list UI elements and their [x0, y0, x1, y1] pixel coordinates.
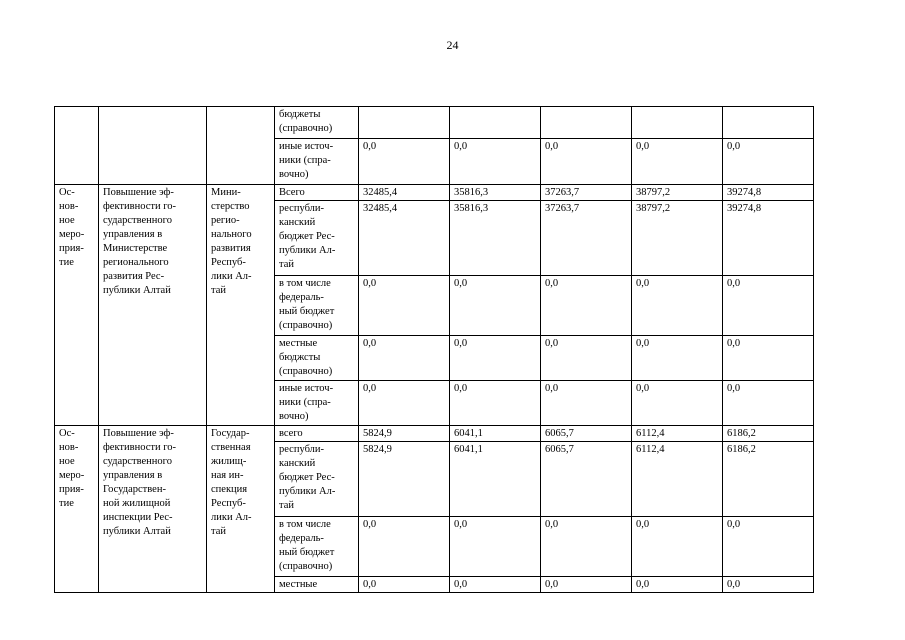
- value-cell: 5824,9: [359, 442, 450, 517]
- value-cell: 0,0: [450, 517, 541, 577]
- value-cell: 35816,3: [450, 185, 541, 201]
- page-number: 24: [446, 38, 459, 52]
- value-cell: 0,0: [541, 381, 632, 426]
- value-cell: 0,0: [359, 381, 450, 426]
- type-cell-empty: [55, 107, 99, 185]
- value-cell: 6112,4: [632, 442, 723, 517]
- value-cell: 0,0: [723, 577, 814, 593]
- activity-type-cell: Ос- нов- ное меро- прия- тие: [55, 185, 99, 426]
- value-cell: 35816,3: [450, 201, 541, 276]
- value-cell: 39274,8: [723, 201, 814, 276]
- value-cell: 0,0: [632, 276, 723, 336]
- value-cell: 37263,7: [541, 201, 632, 276]
- value-cell: 0,0: [450, 139, 541, 185]
- value-cell: 0,0: [450, 577, 541, 593]
- value-cell: 32485,4: [359, 201, 450, 276]
- value-cell: 0,0: [632, 336, 723, 381]
- value-cell: 32485,4: [359, 185, 450, 201]
- value-cell: 5824,9: [359, 426, 450, 442]
- executor-cell: Мини- стерство регио- нального развития Респуб- лики Ал- тай: [207, 185, 275, 426]
- value-cell: 6186,2: [723, 426, 814, 442]
- activity-name-cell: Повышение эф- фективности го- сударственного управления в Министерстве регионального развития Рес- публики Алтай: [99, 185, 207, 426]
- value-cell: 0,0: [359, 336, 450, 381]
- value-cell: 0,0: [541, 517, 632, 577]
- value-cell: 6186,2: [723, 442, 814, 517]
- value-cell: 0,0: [359, 276, 450, 336]
- value-cell: 0,0: [359, 577, 450, 593]
- value-cell: 0,0: [541, 336, 632, 381]
- value-cell: 0,0: [723, 336, 814, 381]
- executor-cell: Государ- ственная жилищ- ная ин- спекция Респуб- лики Ал- тай: [207, 426, 275, 593]
- value-cell: 0,0: [450, 381, 541, 426]
- value-cell: [450, 107, 541, 139]
- value-cell: [632, 107, 723, 139]
- value-cell: 0,0: [541, 577, 632, 593]
- source-cell: всего: [275, 426, 359, 442]
- source-cell: республи- канский бюджет Рес- публики Ал- тай: [275, 442, 359, 517]
- value-cell: 6041,1: [450, 426, 541, 442]
- source-cell: местные бюджсты (справочно): [275, 336, 359, 381]
- value-cell: 0,0: [359, 517, 450, 577]
- value-cell: 0,0: [450, 336, 541, 381]
- source-cell: Всего: [275, 185, 359, 201]
- value-cell: 6112,4: [632, 426, 723, 442]
- source-cell: бюджеты (справочно): [275, 107, 359, 139]
- source-cell: иные источ- ники (спра- вочно): [275, 381, 359, 426]
- value-cell: 38797,2: [632, 185, 723, 201]
- value-cell: 6065,7: [541, 426, 632, 442]
- value-cell: 0,0: [723, 517, 814, 577]
- source-cell: в том числе федераль- ный бюджет (справочно): [275, 517, 359, 577]
- value-cell: 0,0: [632, 381, 723, 426]
- value-cell: 6065,7: [541, 442, 632, 517]
- table-row: [55, 185, 814, 201]
- value-cell: 0,0: [541, 276, 632, 336]
- value-cell: 0,0: [723, 276, 814, 336]
- value-cell: 0,0: [541, 139, 632, 185]
- value-cell: [723, 107, 814, 139]
- value-cell: 0,0: [359, 139, 450, 185]
- value-cell: 0,0: [632, 139, 723, 185]
- source-cell: в том числе федераль- ный бюджет (справочно): [275, 276, 359, 336]
- value-cell: 0,0: [723, 381, 814, 426]
- budget-table: [54, 106, 814, 593]
- table-row: [55, 426, 814, 442]
- table-row: [55, 107, 814, 139]
- value-cell: 0,0: [632, 577, 723, 593]
- value-cell: 0,0: [723, 139, 814, 185]
- value-cell: 39274,8: [723, 185, 814, 201]
- value-cell: 37263,7: [541, 185, 632, 201]
- value-cell: 38797,2: [632, 201, 723, 276]
- source-cell: местные: [275, 577, 359, 593]
- value-cell: 0,0: [450, 276, 541, 336]
- value-cell: 0,0: [632, 517, 723, 577]
- value-cell: [359, 107, 450, 139]
- executor-cell-empty: [207, 107, 275, 185]
- value-cell: [541, 107, 632, 139]
- activity-name-cell: Повышение эф- фективности го- сударственного управления в Государствен- ной жилищной инспекции Рес- публики Алтай: [99, 426, 207, 593]
- source-cell: республи- канский бюджет Рес- публики Ал- тай: [275, 201, 359, 276]
- source-cell: иные источ- ники (спра- вочно): [275, 139, 359, 185]
- name-cell-empty: [99, 107, 207, 185]
- activity-type-cell: Ос- нов- ное меро- прия- тие: [55, 426, 99, 593]
- value-cell: 6041,1: [450, 442, 541, 517]
